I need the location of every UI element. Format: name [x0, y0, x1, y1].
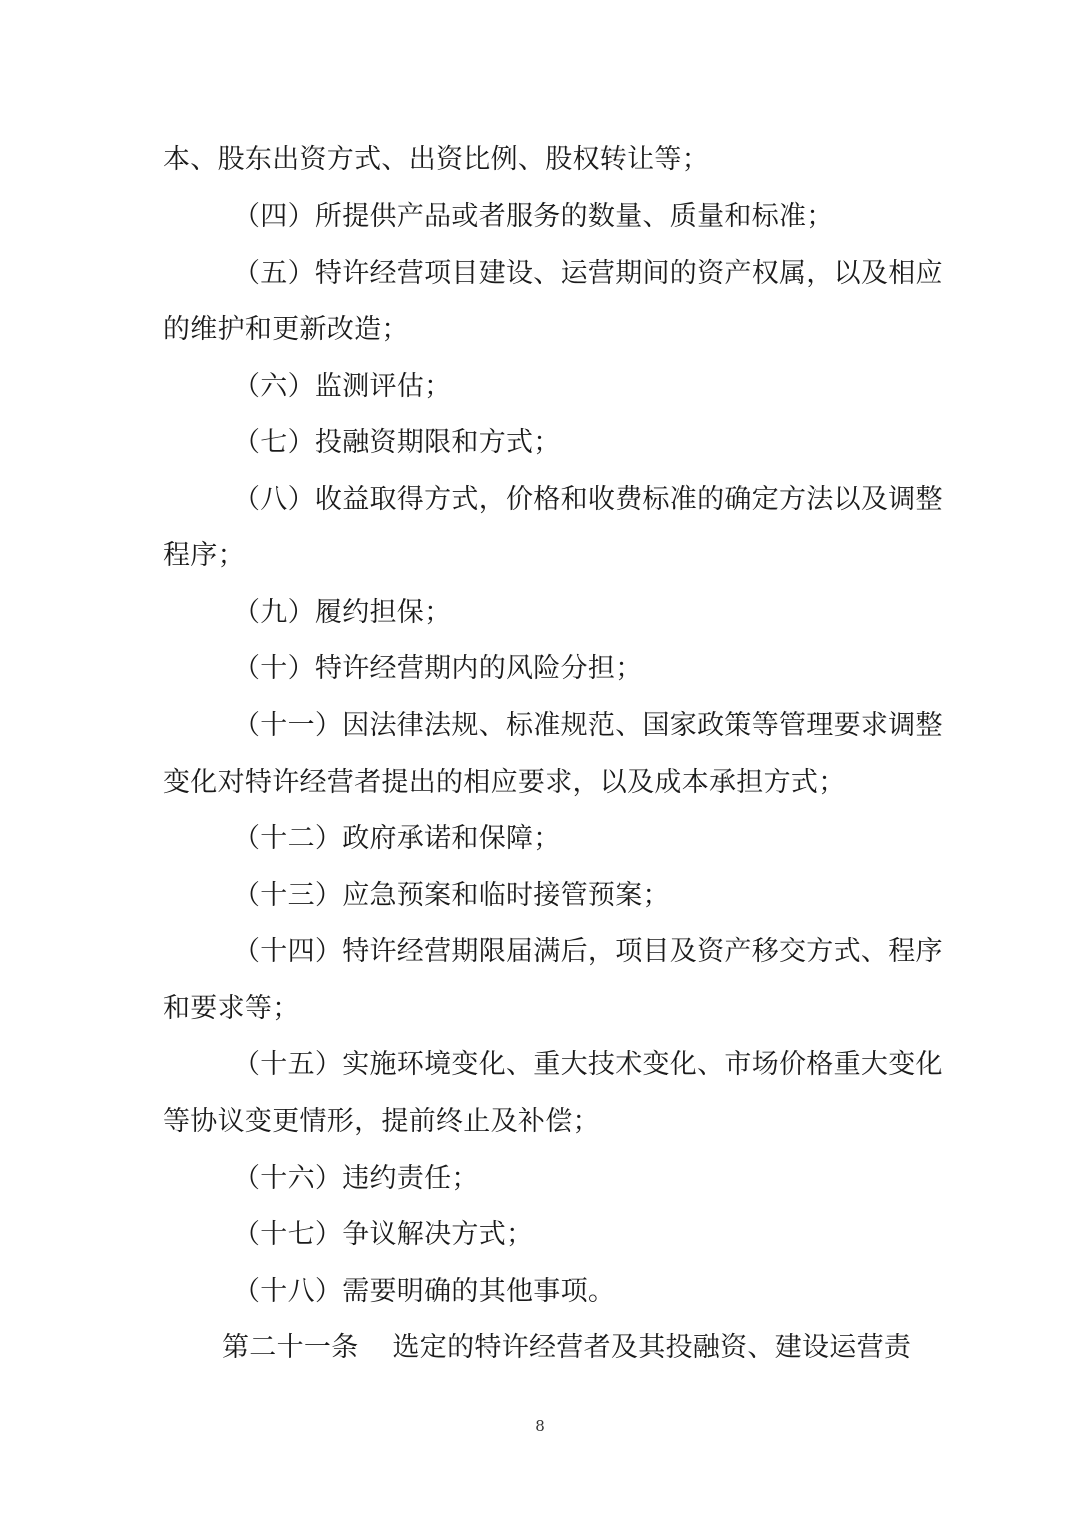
list-item: （九）履约担保； [233, 597, 452, 628]
list-item: （六）监测评估； [233, 371, 452, 402]
list-item: （十一）因法律法规、标准规范、国家政策等管理要求调整 [233, 710, 943, 741]
list-item: （五）特许经营项目建设、运营期间的资产权属，以及相应 [233, 258, 943, 289]
article-line [222, 1329, 982, 1367]
list-item: （十八）需要明确的其他事项。 [233, 1276, 616, 1307]
list-item: （四）所提供产品或者服务的数量、质量和标准； [233, 201, 834, 232]
page-number: 8 [535, 1417, 545, 1435]
text-line: 变化对特许经营者提出的相应要求，以及成本承担方式； [163, 767, 846, 798]
list-item: （八）收益取得方式，价格和收费标准的确定方法以及调整 [233, 484, 943, 515]
list-item: （十七）争议解决方式； [233, 1219, 534, 1250]
text-line: 和要求等； [163, 993, 300, 1024]
article-text: 选定的特许经营者及其投融资、建设运营责 [392, 1332, 912, 1363]
text-line: 等协议变更情形，提前终止及补偿； [163, 1106, 600, 1137]
list-item: （十五）实施环境变化、重大技术变化、市场价格重大变化 [233, 1049, 943, 1080]
list-item: （十二）政府承诺和保障； [233, 823, 561, 854]
list-item: （十四）特许经营期限届满后，项目及资产移交方式、程序 [233, 936, 943, 967]
list-item: （十三）应急预案和临时接管预案； [233, 880, 670, 911]
text-line: 的维护和更新改造； [163, 314, 409, 345]
text-line: 程序； [163, 540, 245, 571]
article-heading: 第二十一条 [222, 1332, 359, 1363]
text-line: 本、股东出资方式、出资比例、股权转让等； [163, 144, 709, 175]
list-item: （七）投融资期限和方式； [233, 427, 561, 458]
list-item: （十六）违约责任； [233, 1163, 479, 1194]
list-item: （十）特许经营期内的风险分担； [233, 653, 643, 684]
